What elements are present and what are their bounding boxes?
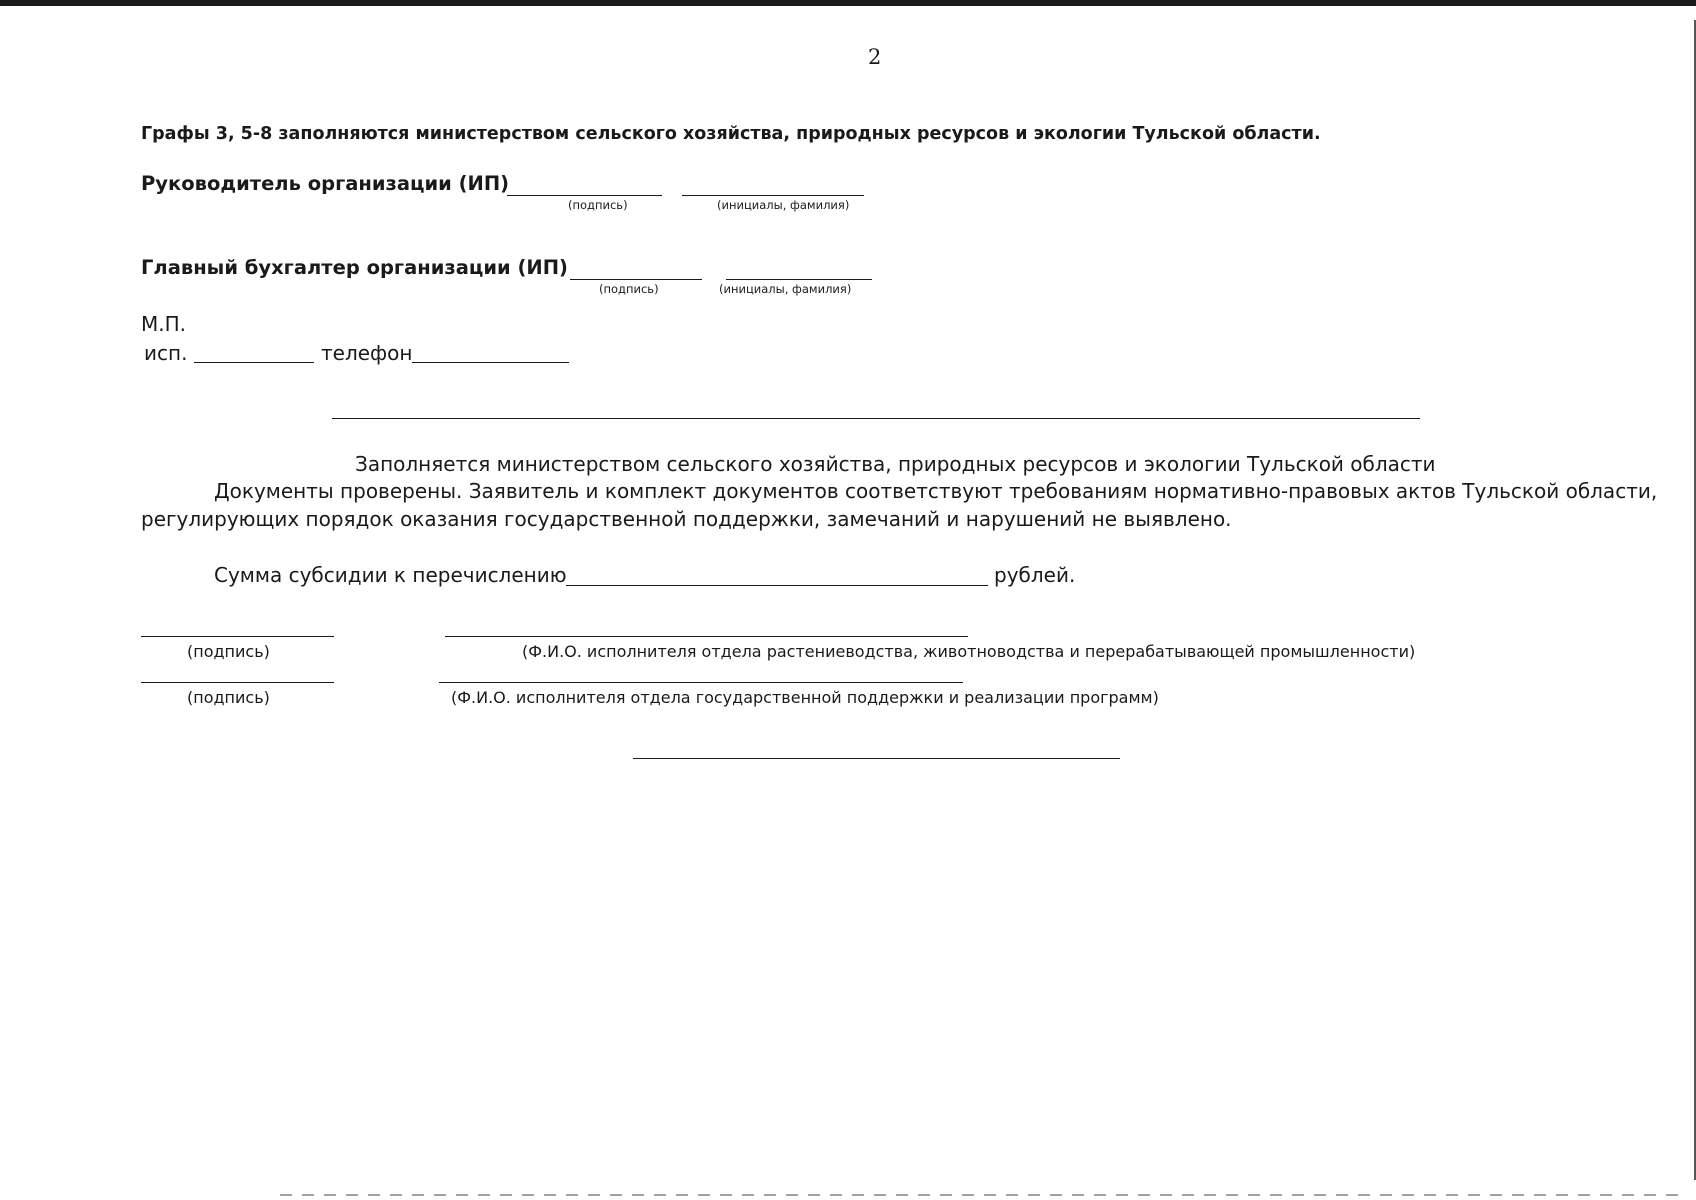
subsidy-unit: рублей.: [994, 563, 1076, 587]
head-signature-label: Руководитель организации (ИП): [141, 172, 510, 195]
executor2-signature-line[interactable]: [141, 682, 334, 683]
accountant-name-line[interactable]: [726, 279, 872, 280]
scan-top-border: [0, 0, 1696, 6]
accountant-name-caption: (инициалы, фамилия): [719, 282, 852, 296]
scan-bottom-edge: [280, 1194, 1680, 1196]
executor1-name-caption: (Ф.И.О. исполнителя отдела растениеводства, животноводства и перерабатывающей промышленности): [522, 642, 1416, 661]
executor2-signature-caption: (подпись): [187, 688, 270, 707]
executor-label: исп.: [144, 341, 188, 365]
executor1-name-line[interactable]: [445, 636, 968, 637]
head-signature-line[interactable]: [507, 195, 662, 196]
accountant-signature-label: Главный бухгалтер организации (ИП): [141, 256, 568, 279]
head-name-line[interactable]: [682, 195, 864, 196]
subsidy-label: Сумма субсидии к перечислению: [214, 563, 567, 587]
phone-label: телефон: [321, 341, 413, 365]
stamp-place: М.П.: [141, 312, 187, 336]
executor2-name-caption: (Ф.И.О. исполнителя отдела государственной поддержки и реализации программ): [451, 688, 1159, 707]
intro-note: Графы 3, 5-8 заполняются министерством сельского хозяйства, природных ресурсов и экологии Тульской области.: [141, 124, 1321, 144]
subsidy-amount-line[interactable]: [566, 585, 988, 586]
accountant-signature-caption: (подпись): [599, 282, 659, 296]
executor1-signature-caption: (подпись): [187, 642, 270, 661]
end-divider: [633, 758, 1120, 759]
executor-line[interactable]: [194, 362, 314, 363]
head-name-caption: (инициалы, фамилия): [717, 198, 850, 212]
phone-line[interactable]: [412, 362, 569, 363]
executor1-signature-line[interactable]: [141, 636, 334, 637]
ministry-paragraph-line1: Документы проверены. Заявитель и комплект документов соответствуют требованиям нормативно-правовых актов Тульской области,: [214, 479, 1658, 503]
ministry-paragraph-line2: регулирующих порядок оказания государственной поддержки, замечаний и нарушений не выявлено.: [141, 507, 1232, 531]
executor2-name-line[interactable]: [439, 682, 963, 683]
ministry-section-heading: Заполняется министерством сельского хозяйства, природных ресурсов и экологии Тульской области: [355, 452, 1436, 476]
page-number: 2: [868, 45, 882, 69]
section-divider: [332, 418, 1420, 419]
accountant-signature-line[interactable]: [570, 279, 702, 280]
head-signature-caption: (подпись): [568, 198, 628, 212]
